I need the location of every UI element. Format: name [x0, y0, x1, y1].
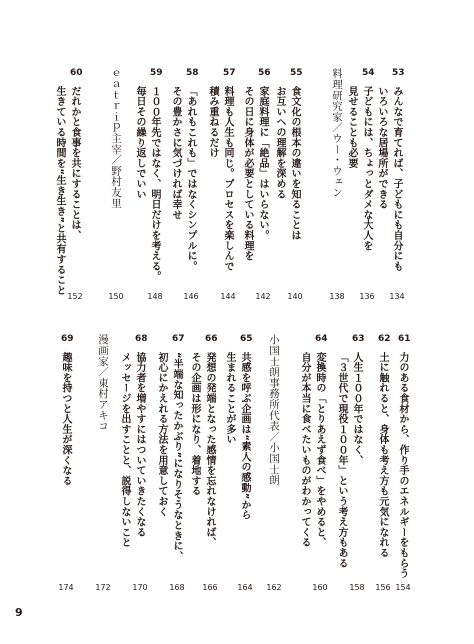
toc-page-number[interactable]: 136 — [359, 292, 375, 301]
toc-entry-number: 60 — [70, 68, 83, 78]
toc-entry-number: 56 — [258, 68, 271, 78]
toc-entry-number: 57 — [223, 68, 236, 78]
toc-entry-number: 62 — [378, 334, 391, 344]
toc-page-number[interactable]: 158 — [349, 583, 365, 592]
toc-page-number[interactable]: 172 — [95, 583, 111, 592]
toc-entry-number: 66 — [205, 334, 218, 344]
toc-entry-title[interactable]: 「あれもこれも」ではなくシンプルに。 その豊かさに気づければ幸せ — [170, 86, 196, 272]
toc-entry-title[interactable]: 力のある食材から、作り手のエネルギーをもらう — [397, 352, 408, 579]
toc-entry-title[interactable]: 子どもには、ちょっとダメな大人を 見せることも必要 — [346, 86, 372, 251]
toc-entry-number: 69 — [61, 334, 74, 344]
toc-entry-number: 54 — [362, 68, 375, 78]
toc-entry-title[interactable]: 料理も人生も同じ。プロセスを楽しんで 積み重ねるだけ — [207, 86, 233, 272]
toc-page-number[interactable]: 140 — [287, 292, 303, 301]
toc-page-number[interactable]: 162 — [266, 583, 282, 592]
toc-page-number[interactable]: 156 — [375, 583, 391, 592]
toc-section-heading: ｅａｔｒｉｐ主宰／野村友里 — [110, 68, 122, 209]
toc-page-number[interactable]: 168 — [169, 583, 185, 592]
toc-page-number[interactable]: 152 — [67, 292, 83, 301]
toc-entry-number: 65 — [240, 334, 253, 344]
toc-entry-title[interactable]: 土に触れると、身体も考え方も元気になれる — [377, 352, 388, 558]
toc-entry-number: 63 — [352, 334, 365, 344]
toc-entry-title[interactable]: だれかと食事を共にすることは、 生きている時間を“生き生き”と共有すること — [54, 86, 80, 296]
toc-entry-number: 68 — [135, 334, 148, 344]
toc-entry-number: 53 — [392, 68, 405, 78]
toc-entry-number: 55 — [290, 68, 303, 78]
toc-page-number[interactable]: 160 — [312, 583, 328, 592]
toc-page-number[interactable]: 166 — [202, 583, 218, 592]
toc-page-number[interactable]: 150 — [108, 292, 124, 301]
toc-entry-title[interactable]: 協力者を増やすにはついていきたくなる メッセージを出すことと、説得しないこと — [119, 352, 145, 548]
toc-entry-title[interactable]: 共感を呼ぶ企画は“素人の感動”から 生まれることが多い — [224, 352, 250, 521]
toc-section-heading: 小国士朗事務所代表／小国士朗 — [268, 334, 280, 486]
toc-entry-title[interactable]: 発想の発端となった感情を忘れなければ、 その企画は形になり、着地する — [189, 352, 215, 548]
page-folio: 9 — [15, 606, 23, 619]
toc-entry-number: 61 — [398, 334, 411, 344]
toc-entry-number: 58 — [186, 68, 199, 78]
toc-entry-number: 67 — [172, 334, 185, 344]
toc-entry-number: 59 — [150, 68, 163, 78]
toc-entry-title[interactable]: みんなで育てれば、子どもにも自分にも いろいろな居場所ができる — [376, 86, 402, 272]
toc-section-heading: 漫画家／東村アキコ — [97, 334, 109, 432]
toc-page-number[interactable]: 146 — [183, 292, 199, 301]
toc-entry-title[interactable]: 趣味を持つと人生が深くなる — [60, 352, 71, 486]
toc-section-heading: 料理研究家／ウー・ウェン — [331, 68, 343, 198]
toc-page-number[interactable]: 148 — [147, 292, 163, 301]
toc-entry-title[interactable]: １００年先ではなく、明日だけを考える。 毎日その繰り返しでいい — [134, 86, 160, 282]
toc-entry-number: 64 — [315, 334, 328, 344]
toc-page-number[interactable]: 138 — [329, 292, 345, 301]
toc-page-number[interactable]: 170 — [132, 583, 148, 592]
toc-entry-title[interactable]: 食文化の根本の違いを知ることは お互いへの理解を深める — [274, 86, 300, 241]
toc-entry-title[interactable]: 変換時の「とりあえず食べ」をやめると、 自分が本当に食べたいものがわかってくる — [299, 352, 325, 548]
toc-page-number[interactable]: 134 — [389, 292, 405, 301]
toc-page-number[interactable]: 142 — [255, 292, 271, 301]
toc-entry-title[interactable]: 家庭料理に「絶品」はいらない。 その日に身体が必要としている料理を — [242, 86, 268, 262]
toc-page-number[interactable]: 154 — [395, 583, 411, 592]
toc-entry-title[interactable]: “半端な知ったかぶり”になりそうなときに、 初心にかえれる方法を用意しておく — [156, 352, 182, 562]
toc-page-number[interactable]: 174 — [58, 583, 74, 592]
toc-page-number[interactable]: 164 — [237, 583, 253, 592]
toc-entry-title[interactable]: 人生１００年ではなく、 「３世代で現役１００年」という考え方もある — [336, 352, 362, 569]
toc-page-number[interactable]: 144 — [220, 292, 236, 301]
